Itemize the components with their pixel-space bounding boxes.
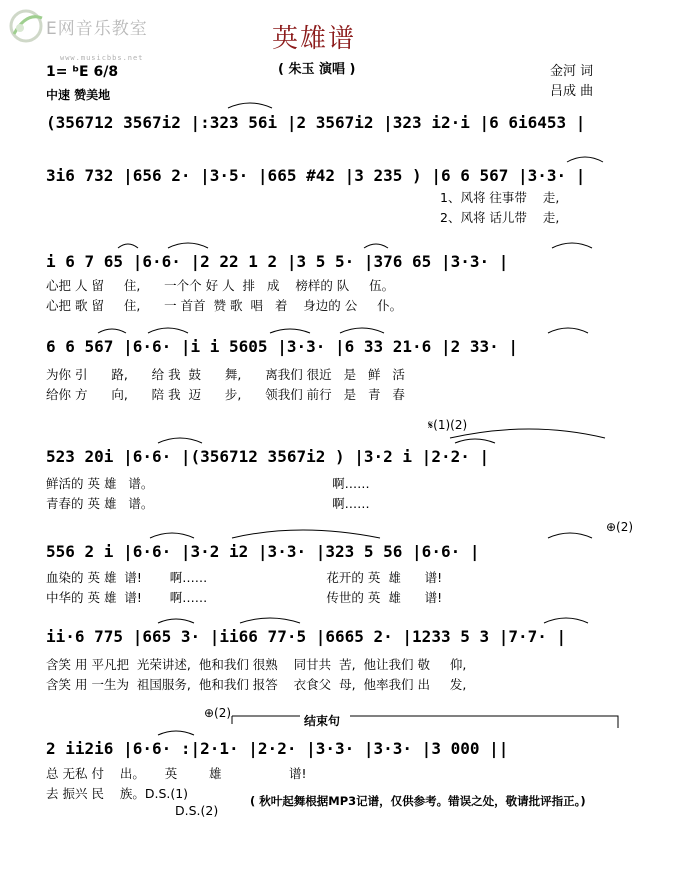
key-signature: 1= ᵇE 6/8 bbox=[46, 64, 119, 80]
lyric-line: 心把 歌 留 住, 一 首首 赞 歌 唱 着 身边的 公 仆。 bbox=[46, 298, 403, 313]
notation-row-1: (356712 3567i2 |:323 56i |2 3567i2 |323 i2·i |6 6i6453 | bbox=[46, 113, 586, 132]
composer-credit: 吕成 曲 bbox=[550, 84, 594, 99]
lyric-line: 给你 方 向, 陪 我 迈 步, 领我们 前行 是 青 春 bbox=[46, 387, 405, 402]
coda-mark: ⊕(2) bbox=[204, 706, 232, 720]
lyric-line: 1、风将 往事带 走, bbox=[440, 190, 560, 205]
lyricist-credit: 金河 词 bbox=[550, 64, 594, 79]
lyric-line: 总 无私 付 出。 英 雄 谱! bbox=[46, 766, 307, 781]
ending-label: 结束句 bbox=[304, 714, 341, 728]
lyric-line: 血染的 英 雄 谱! 啊…… 花开的 英 雄 谱! bbox=[46, 570, 443, 585]
logo-url: www.musicbbs.net bbox=[60, 54, 144, 62]
notation-row-7: ii·6 775 |665 3· |ii66 77·5 |6665 2· |1233 5 3 |7·7· | bbox=[46, 627, 567, 646]
ds-marking: D.S.(2) bbox=[175, 803, 219, 818]
footer-note: ( 秋叶起舞根据MP3记谱，仅供参考。错误之处，敬请批评指正。) bbox=[250, 794, 586, 808]
notation-row-8: 2 ii2i6 |6·6· :|2·1· |2·2· |3·3· |3·3· |3 000 || bbox=[46, 739, 509, 758]
segno-mark: 𝄋(1)(2) bbox=[428, 418, 468, 432]
lyric-line: 含笑 用 一生为 祖国服务, 他和我们 报答 衣食父 母, 他率我们 出 发, bbox=[46, 677, 467, 692]
lyric-line: 为你 引 路, 给 我 鼓 舞, 离我们 很近 是 鲜 活 bbox=[46, 367, 405, 382]
lyric-line: 含笑 用 平凡把 光荣讲述, 他和我们 很熟 同甘共 苦, 他让我们 敬 仰, bbox=[46, 657, 467, 672]
lyric-line: 中华的 英 雄 谱! 啊…… 传世的 英 雄 谱! bbox=[46, 590, 443, 605]
song-title: 英雄谱 bbox=[272, 24, 357, 54]
notation-row-2: 3i6 732 |656 2· |3·5· |665 #42 |3 235 ) |6 6 567 |3·3· | bbox=[46, 166, 586, 185]
notation-row-4: 6 6 567 |6·6· |i i 5605 |3·3· |6 33 21·6 |2 33· | bbox=[46, 337, 519, 356]
lyric-line: 心把 人 留 住, 一个个 好 人 排 成 榜样的 队 伍。 bbox=[46, 278, 395, 293]
singer-credit: ( 朱玉 演唱 ) bbox=[278, 62, 356, 77]
lyric-line: 去 振兴 民 族。D.S.(1) bbox=[46, 786, 189, 801]
coda-mark: ⊕(2) bbox=[606, 520, 634, 534]
lyric-line: 鲜活的 英 雄 谱。 啊…… bbox=[46, 476, 370, 491]
lyric-line: 2、风将 话儿带 走, bbox=[440, 210, 560, 225]
notation-row-3: i 6 7 65 |6·6· |2 22 1 2 |3 5 5· |376 65 |3·3· | bbox=[46, 252, 509, 271]
lyric-line: 青春的 英 雄 谱。 啊…… bbox=[46, 496, 370, 511]
notation-row-5: 523 20i |6·6· |(356712 3567i2 ) |3·2 i |2·2· | bbox=[46, 447, 490, 466]
notation-row-6: 556 2 i |6·6· |3·2 i2 |3·3· |323 5 56 |6·6· | bbox=[46, 542, 480, 561]
logo-text: E网音乐教室 bbox=[46, 19, 148, 39]
tempo-marking: 中速 赞美地 bbox=[46, 88, 111, 102]
